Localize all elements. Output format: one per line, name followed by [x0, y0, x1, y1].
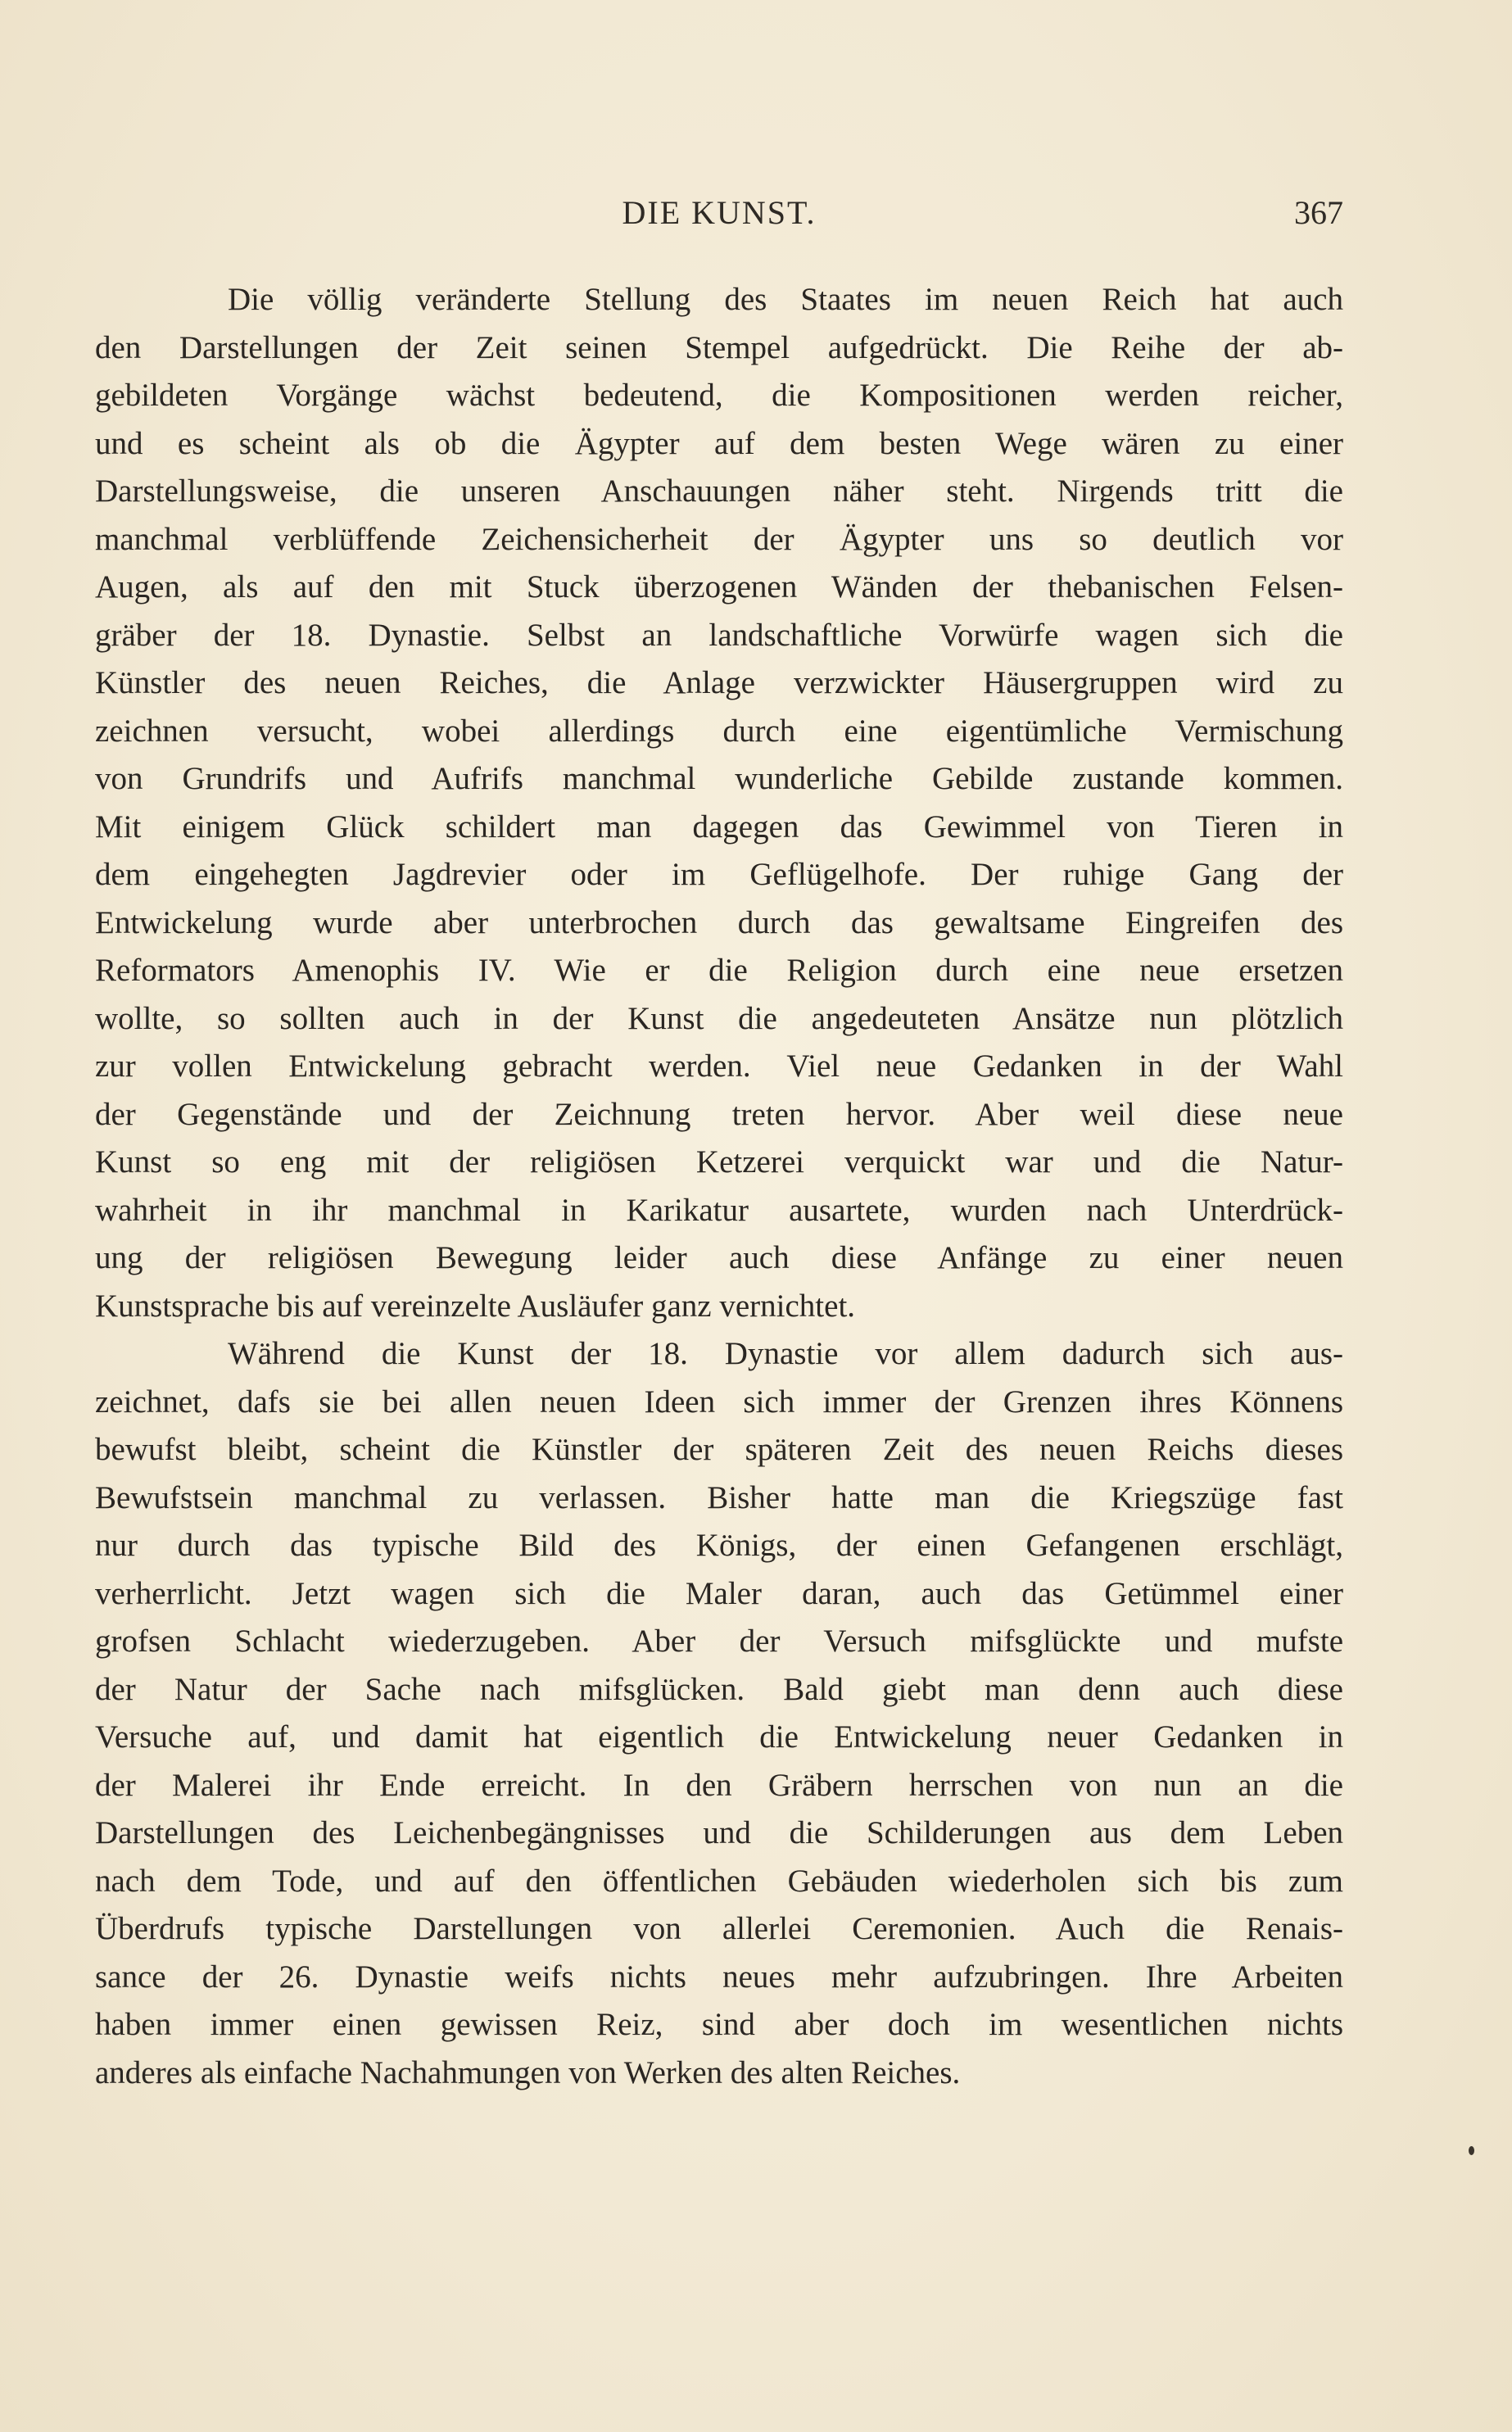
text-line: den Darstellungen der Zeit seinen Stempel aufgedrückt. Die Reihe der ab-: [95, 329, 1343, 365]
text-line: zur vollen Entwickelung gebracht werden. Viel neue Gedanken in der Wahl: [95, 1048, 1343, 1084]
text-line: der Natur der Sache nach mifsglücken. Bald giebt man denn auch diese: [95, 1671, 1343, 1707]
text-line: verherrlicht. Jetzt wagen sich die Maler daran, auch das Getümmel einer: [95, 1575, 1343, 1611]
text-line: der Malerei ihr Ende erreicht. In den Gräbern herrschen von nun an die: [95, 1767, 1343, 1803]
ink-speck: [1469, 2146, 1474, 2155]
body-text: [95, 276, 1343, 2097]
text-line: Kunst so eng mit der religiösen Ketzerei verquickt war und die Natur-: [95, 1144, 1343, 1180]
page-number: 367: [1294, 194, 1343, 231]
text-line: Mit einigem Glück schildert man dagegen das Gewimmel von Tieren in: [95, 808, 1343, 845]
text-line: Während die Kunst der 18. Dynastie vor allem dadurch sich aus-: [228, 1336, 1343, 1371]
text-line: grofsen Schlacht wiederzugeben. Aber der Versuch mifsglückte und mufste: [95, 1624, 1343, 1659]
text-line: Bewufstsein manchmal zu verlassen. Bisher hatte man die Kriegszüge fast: [95, 1479, 1343, 1515]
text-line: Augen, als auf den mit Stuck überzogenen Wänden der thebanischen Felsen-: [95, 569, 1343, 605]
text-line: ung der religiösen Bewegung leider auch diese Anfänge zu einer neuen: [95, 1240, 1343, 1275]
text-line: manchmal verblüffende Zeichensicherheit der Ägypter uns so deutlich vor: [95, 521, 1343, 557]
text-line: und es scheint als ob die Ägypter auf dem besten Wege wären zu einer: [95, 425, 1343, 461]
text-line: bewufst bleibt, scheint die Künstler der späteren Zeit des neuen Reichs dieses: [95, 1432, 1343, 1467]
text-line: wahrheit in ihr manchmal in Karikatur ausartete, wurden nach Unterdrück-: [95, 1192, 1343, 1228]
text-line: zeichnen versucht, wobei allerdings durch eine eigentümliche Vermischung: [95, 713, 1343, 749]
text-line: Künstler des neuen Reiches, die Anlage verzwickter Häusergruppen wird zu: [95, 665, 1343, 700]
text-line: Überdrufs typische Darstellungen von allerlei Ceremonien. Auch die Renais-: [95, 1911, 1343, 1946]
text-line: anderes als einfache Nachahmungen von Werken des alten Reiches.: [95, 2054, 961, 2090]
text-line: gebildeten Vorgänge wächst bedeutend, die Kompositionen werden reicher,: [95, 378, 1343, 413]
text-line: zeichnet, dafs sie bei allen neuen Ideen sich immer der Grenzen ihres Könnens: [95, 1384, 1343, 1420]
text-line: Darstellungen des Leichenbegängnisses und die Schilderungen aus dem Leben: [95, 1815, 1343, 1850]
text-line: Darstellungsweise, die unseren Anschauungen näher steht. Nirgends tritt die: [95, 473, 1343, 509]
text-line: von Grundrifs und Aufrifs manchmal wunderliche Gebilde zustande kommen.: [95, 761, 1343, 796]
text-line: nach dem Tode, und auf den öffentlichen Gebäuden wiederholen sich bis zum: [95, 1863, 1343, 1899]
text-line: haben immer einen gewissen Reiz, sind aber doch im wesentlichen nichts: [95, 2007, 1343, 2042]
text-line: dem eingehegten Jagdrevier oder im Geflügelhofe. Der ruhige Gang der: [95, 857, 1343, 892]
text-line: Kunstsprache bis auf vereinzelte Ausläufer ganz vernichtet.: [95, 1288, 856, 1324]
running-head: [95, 193, 1343, 242]
text-line: der Gegenstände und der Zeichnung treten hervor. Aber weil diese neue: [95, 1096, 1343, 1132]
text-line: sance der 26. Dynastie weifs nichts neues mehr aufzubringen. Ihre Arbeiten: [95, 1959, 1343, 1995]
text-line: nur durch das typische Bild des Königs, der einen Gefangenen erschlägt,: [95, 1528, 1343, 1563]
text-line: Versuche auf, und damit hat eigentlich die Entwickelung neuer Gedanken in: [95, 1719, 1343, 1755]
text-line: gräber der 18. Dynastie. Selbst an landschaftliche Vorwürfe wagen sich die: [95, 617, 1343, 653]
text-line: Reformators Amenophis IV. Wie er die Religion durch eine neue ersetzen: [95, 953, 1343, 988]
text-line: wollte, so sollten auch in der Kunst die angedeuteten Ansätze nun plötzlich: [95, 1000, 1343, 1036]
running-title: DIE KUNST.: [622, 194, 817, 231]
text-line: Entwickelung wurde aber unterbrochen durch das gewaltsame Eingreifen des: [95, 904, 1343, 940]
text-line: Die völlig veränderte Stellung des Staates im neuen Reich hat auch: [228, 282, 1343, 317]
